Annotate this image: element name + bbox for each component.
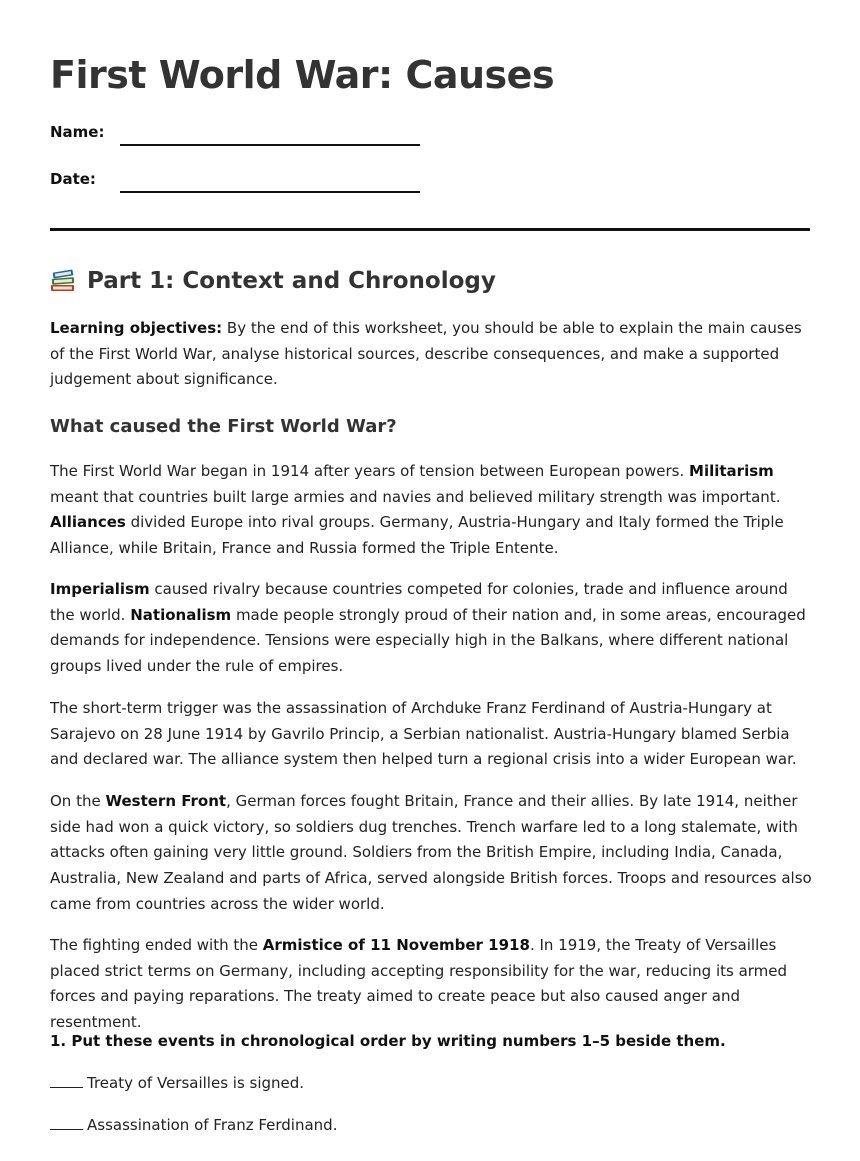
paragraph-imperialism [50,577,812,680]
p1-text-e: divided Europe into rival groups. Germany, Austria-Hungary and Italy formed the Triple Alliance, while Britain, France and Russia formed the Triple Entente. [50,513,784,558]
objectives-label: Learning objectives: [50,319,223,337]
name-label: Name: [50,123,105,141]
name-field [50,122,470,146]
term-western-front: Western Front [105,792,227,810]
answer-blank[interactable] [50,1129,83,1130]
part1-heading-text: Part 1: Context and Chronology [87,268,496,294]
paragraph-western-front [50,789,812,918]
answer-blank[interactable] [50,1087,83,1088]
event-text: Treaty of Versailles is signed. [87,1074,305,1092]
p2-text-b: caused rivalry because countries competed for colonies, trade and influence around the world. [50,580,788,624]
p4-text-c: , German forces fought Britain, France and their allies. By late 1914, neither side had won a quick victory, so soldiers dug trenches. Trench warfare led to a long stalemate, with attacks often gaining very little ground. Soldiers from the British Empire, including India, Canada, Australia, New Zealand and parts of Africa, served alongside British forces. Troops and resources also came from countries across the wider world. [50,792,812,913]
event-text: Assassination of Franz Ferdinand. [87,1116,338,1134]
books-icon [50,268,76,294]
term-armistice: Armistice of 11 November 1918 [262,936,530,954]
header-divider [50,228,810,231]
name-write-line[interactable] [120,144,420,146]
event-item [50,1114,810,1136]
term-alliances: Alliances [50,513,126,532]
term-militarism: Militarism [689,462,774,480]
date-label: Date: [50,170,96,188]
date-write-line[interactable] [120,191,420,193]
section-subheading: What caused the First World War? [50,416,397,437]
p1-text-c: meant that countries built large armies and navies and believed military strength was important. [50,487,781,506]
p4-text-a: On the [50,792,106,810]
term-imperialism: Imperialism [50,580,150,598]
paragraph-trigger: The short-term trigger was the assassination of Archduke Franz Ferdinand of Austria-Hungary at Sarajevo on 28 June 1914 by Gavrilo Princip, a Serbian nationalist. Austria-Hungary blamed Serbia and declared war. The alliance system then helped turn a regional crisis into a wider European war. [50,699,797,769]
learning-objectives [50,316,812,393]
term-nationalism: Nationalism [130,605,232,624]
question-1: 1. Put these events in chronological order by writing numbers 1–5 beside them. [50,1032,726,1050]
page-title: First World War: Causes [50,53,555,97]
date-field [50,169,470,193]
p1-text-a: The First World War began in 1914 after years of tension between European powers. [50,462,690,480]
objectives-text: By the end of this worksheet, you should be able to explain the main causes of the First World War, analyse historical sources, describe consequences, and make a supported judgement about significance. [50,319,802,389]
p2-text-d: made people strongly proud of their nation and, in some areas, encouraged demands for independence. Tensions were especially high in the Balkans, where different national groups lived under the rule of empires. [50,605,806,676]
p5-text-a: The fighting ended with the [50,936,263,954]
part1-heading [50,266,496,296]
paragraph-alliances [50,459,812,562]
event-item [50,1072,810,1094]
p5-text-c: . In 1919, the Treaty of Versailles placed strict terms on Germany, including accepting responsibility for the war, reducing its armed forces and paying reparations. The treaty aimed to create peace but also caused anger and resentment. [50,936,788,1032]
paragraph-armistice [50,933,812,1036]
